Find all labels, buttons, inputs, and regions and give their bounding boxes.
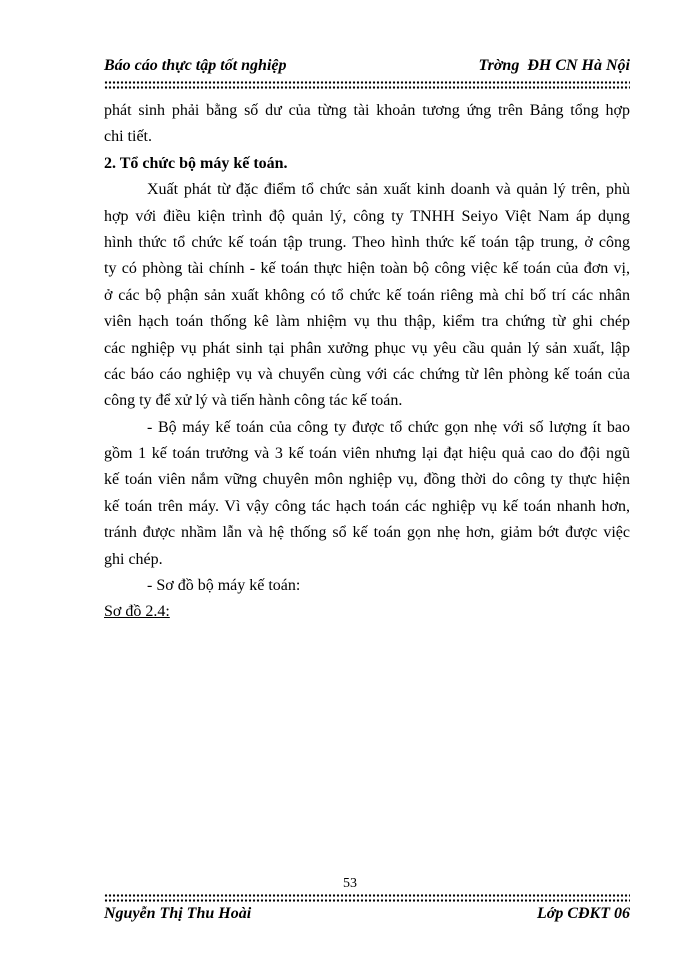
- text-line: kế toán trên máy. Vì vậy công tác hạch toán các nghiệp vụ kế toán nhanh hơn,: [104, 497, 630, 515]
- text-line: công ty để xử lý và tiến hành công tác kế toán.: [104, 392, 403, 410]
- page-header: [104, 57, 630, 79]
- text-line: hình thức tổ chức kế toán tập trung. Theo hình thức kế toán tập trung, ở công: [104, 233, 630, 251]
- text-line: ở các bộ phận sản xuất không có tổ chức kế toán riêng mà chỉ bố trí các nhân: [104, 286, 630, 304]
- text-line: chi tiết.: [104, 128, 152, 146]
- text-line: hợp với điều kiện trình độ quản lý, công ty TNHH Seiyo Việt Nam áp dụng: [104, 207, 630, 225]
- text-line: gồm 1 kế toán trưởng và 3 kế toán viên nhưng lại đạt hiệu quả cao do đội ngũ: [104, 445, 630, 463]
- diagram-label: Sơ đồ 2.4:: [104, 603, 170, 621]
- header-divider-2: [104, 85, 630, 90]
- text-line: phát sinh phải bằng số dư của từng tài khoản tương ứng trên Bảng tổng hợp: [104, 102, 630, 119]
- text-line: Xuất phát từ đặc điểm tổ chức sản xuất kinh doanh và quản lý trên, phù: [147, 181, 630, 199]
- text-line: - Sơ đồ bộ máy kế toán:: [147, 577, 301, 595]
- text-line: - Bộ máy kế toán của công ty được tổ chức gọn nhẹ với số lượng ít bao: [147, 418, 630, 436]
- page-number: 53: [343, 876, 357, 891]
- footer-divider-2: [104, 898, 630, 903]
- school-name: Trờng ĐH CN Hà Nội: [478, 57, 630, 74]
- page-footer: [104, 905, 630, 927]
- diagram-caption: [104, 599, 630, 625]
- class-name: Lớp CĐKT 06: [536, 905, 630, 922]
- text-line: kế toán viên nắm vững chuyên môn nghiệp vụ, đồng thời do công ty thực hiện: [104, 471, 630, 489]
- text-line: các báo cáo nghiệp vụ và chuyển cùng với các chứng từ lên phòng kế toán của: [104, 365, 630, 383]
- text-line: ty có phòng tài chính - kế toán thực hiện toàn bộ công việc kế toán của đơn vị,: [104, 260, 630, 278]
- text-line: viên hạch toán thống kê làm nhiệm vụ thu thập, kiểm tra chứng từ ghi chép: [104, 313, 630, 331]
- section-heading: 2. Tổ chức bộ máy kế toán.: [104, 154, 288, 172]
- text-line: các nghiệp vụ phát sinh tại phân xưởng phục vụ yêu cầu quản lý sản xuất, lập: [104, 339, 630, 357]
- author-name: Nguyễn Thị Thu Hoài: [104, 905, 252, 922]
- text-line: tránh được nhầm lẫn và hệ thống sổ kế toán gọn nhẹ hơn, giảm bớt được việc: [104, 524, 630, 542]
- report-title: Báo cáo thực tập tốt nghiệp: [104, 57, 287, 74]
- text-line: ghi chép.: [104, 550, 163, 568]
- page-content: [104, 98, 630, 626]
